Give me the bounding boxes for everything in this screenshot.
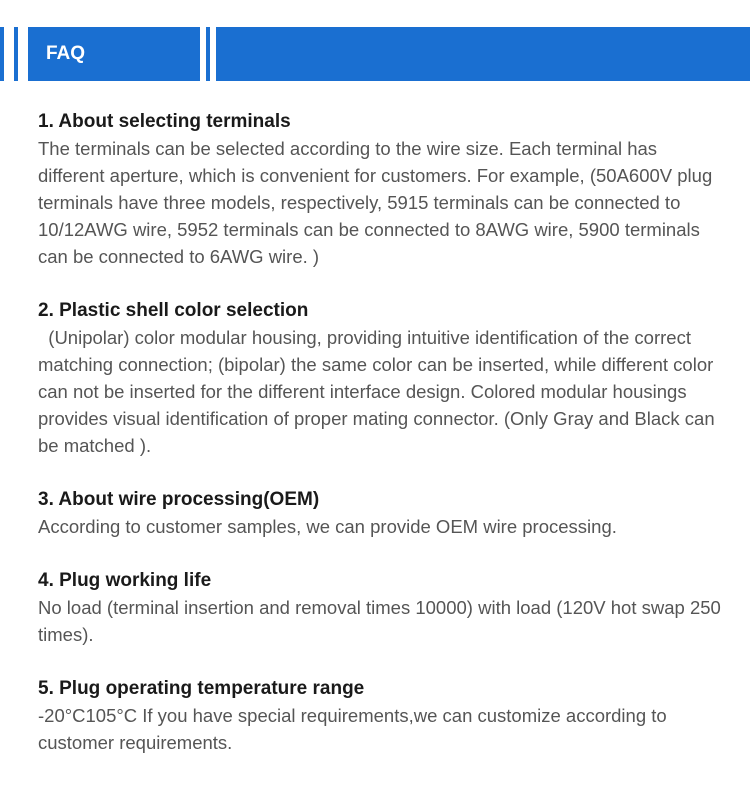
faq-item-working-life bbox=[38, 567, 728, 648]
faq-header-bar bbox=[0, 27, 750, 81]
faq-title: FAQ bbox=[46, 43, 86, 64]
faq-list bbox=[38, 108, 728, 783]
faq-item-shell-color bbox=[38, 297, 728, 459]
faq-question: 1. About selecting terminals bbox=[38, 111, 291, 132]
faq-answer: No load (terminal insertion and removal times 10000) with load (120V hot swap 250 times). bbox=[38, 597, 721, 645]
faq-question: 4. Plug working life bbox=[38, 570, 212, 591]
faq-question: 2. Plastic shell color selection bbox=[38, 300, 309, 321]
faq-question: 5. Plug operating temperature range bbox=[38, 678, 365, 699]
header-stripe bbox=[206, 27, 210, 81]
header-bar-extension bbox=[216, 27, 750, 81]
faq-answer: According to customer samples, we can provide OEM wire processing. bbox=[38, 516, 617, 537]
faq-answer: The terminals can be selected according to the wire size. Each terminal has different aperture, which is convenient for customers. For example, (50A600V plug terminals have three models, respectively, 5915 terminals can be connected to 10/12AWG wire, 5952 terminals can be connected to 8AWG wire, 5900 terminals can be connected to 6AWG wire. ) bbox=[38, 138, 713, 267]
faq-question: 3. About wire processing(OEM) bbox=[38, 489, 320, 510]
faq-answer: (Unipolar) color modular housing, providing intuitive identification of the correct matching connection; (bipolar) the same color can be inserted, while different color can not be inserted for the different interface design. Colored modular housings provides visual identification of proper mating connector. (Only Gray and Black can be matched ). bbox=[38, 327, 715, 456]
faq-item-temperature bbox=[38, 675, 728, 756]
faq-answer: -20°C105°C If you have special requirements,we can customize according to customer requirements. bbox=[38, 705, 667, 753]
header-stripe bbox=[0, 27, 4, 81]
header-stripe bbox=[14, 27, 18, 81]
faq-item-terminals bbox=[38, 108, 728, 270]
faq-item-wire-processing bbox=[38, 486, 728, 540]
